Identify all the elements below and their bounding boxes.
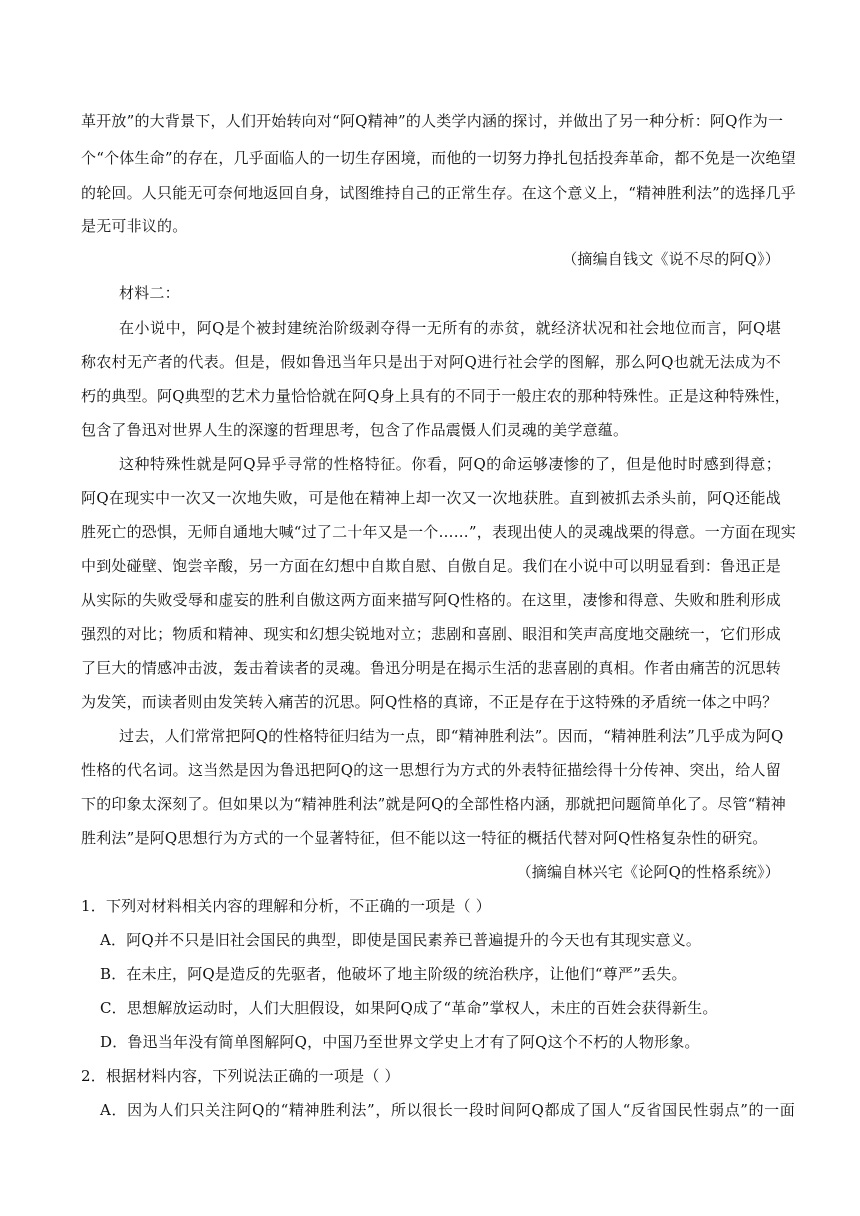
paragraph-line: 性格的代名词。这当然是因为鲁迅把阿Q的这一思想行为方式的外表特征描绘得十分传神、突出，给人留: [81, 761, 781, 779]
paragraph-line: 在小说中，阿Q是个被封建统治阶级剥夺得一无所有的赤贫，就经济状况和社会地位而言，阿Q堪: [119, 319, 781, 337]
paragraph-line: 从实际的失败受辱和虚妄的胜利自傲这两方面来描写阿Q性格的。在这里，凄惨和得意、失败和胜利形成: [81, 591, 781, 609]
source-citation: （摘编自钱文《说不尽的阿Q》）: [562, 250, 780, 268]
paragraph-line: 的轮回。人只能无可奈何地返回自身，试图维持自己的正常生存。在这个意义上，“精神胜利法”的选择几乎: [81, 184, 796, 202]
paragraph-line: 包含了鲁迅对世界人生的深邃的哲理思考，包含了作品震慑人们灵魂的美学意蕴。: [81, 421, 629, 439]
paragraph-line: 革开放”的大背景下，人们开始转向对“阿Q精神”的人类学内涵的探讨，并做出了另一种分析：阿Q作为一: [81, 112, 784, 130]
paragraph-line: 称农村无产者的代表。但是，假如鲁迅当年只是出于对阿Q进行社会学的图解，那么阿Q也就无法成为不: [81, 353, 781, 371]
section-heading: 材料二：: [119, 284, 180, 302]
question-2-stem: 2．根据材料内容，下列说法正确的一项是（ ）: [81, 1067, 400, 1085]
paragraph-line: 是无可非议的。: [81, 217, 188, 235]
paragraph-line: 为发笑，而读者则由发笑转入痛苦的沉思。阿Q性格的真谛，不正是存在于这特殊的矛盾统一体之中吗？: [81, 693, 778, 711]
paragraph-line: 过去，人们常常把阿Q的性格特征归结为一点，即“精神胜利法”。因而，“精神胜利法”几乎成为阿Q: [119, 727, 784, 745]
question-1-option-b: B．在未庄，阿Q是造反的先驱者，他破坏了地主阶级的统治秩序，让他们“尊严”丢失。: [100, 965, 687, 983]
question-1-stem: 1．下列对材料相关内容的理解和分析，不正确的一项是（ ）: [81, 897, 491, 915]
paragraph-line: 下的印象太深刻了。但如果以为“精神胜利法”就是阿Q的全部性格内涵，那就把问题简单化了。尽管“精神: [81, 795, 786, 813]
question-2-option-a: A．因为人们只关注阿Q的“精神胜利法”，所以很长一段时间阿Q都成了国人“反省国民性弱点”的一面: [100, 1101, 795, 1119]
paragraph-line: 这种特殊性就是阿Q异乎寻常的性格特征。你看，阿Q的命运够凄惨的了，但是他时时感到得意；: [119, 455, 781, 473]
paragraph-line: 胜死亡的恐惧，无师自通地大喊“过了二十年又是一个……”，表现出使人的灵魂战栗的得意。一方面在现实: [81, 523, 796, 541]
paragraph-line: 了巨大的情感冲击波，轰击着读者的灵魂。鲁迅分明是在揭示生活的悲喜剧的真相。作者由痛苦的沉思转: [81, 659, 781, 677]
question-1-option-c: C．思想解放运动时，人们大胆假设，如果阿Q成了“革命”掌权人，未庄的百姓会获得新生。: [100, 999, 718, 1017]
paragraph-line: 个“个体生命”的存在，几乎面临人的一切生存困境，而他的一切努力挣扎包括投奔革命，都不免是一次绝望: [81, 149, 796, 167]
source-citation: （摘编自林兴宅《论阿Q的性格系统》）: [516, 863, 780, 881]
paragraph-line: 胜利法”是阿Q思想行为方式的一个显著特征，但不能以这一特征的概括代替对阿Q性格复杂性的研究。: [81, 829, 768, 847]
paragraph-line: 朽的典型。阿Q典型的艺术力量恰恰就在阿Q身上具有的不同于一般庄农的那种特殊性。正是这种特殊性，: [81, 387, 790, 405]
paragraph-line: 中到处碰壁、饱尝辛酸，另一方面在幻想中自欺自慰、自傲自足。我们在小说中可以明显看到：鲁迅正是: [81, 557, 781, 575]
question-1-option-d: D．鲁迅当年没有简单图解阿Q，中国乃至世界文学史上才有了阿Q这个不朽的人物形象。: [100, 1033, 700, 1051]
paragraph-line: 强烈的对比；物质和精神、现实和幻想尖锐地对立；悲剧和喜剧、眼泪和笑声高度地交融统一，它们形成: [81, 625, 781, 643]
question-1-option-a: A．阿Q并不只是旧社会国民的典型，即使是国民素养已普遍提升的今天也有其现实意义。: [100, 931, 702, 949]
paragraph-line: 阿Q在现实中一次又一次地失败，可是他在精神上却一次又一次地获胜。直到被抓去杀头前，阿Q还能战: [81, 489, 781, 507]
